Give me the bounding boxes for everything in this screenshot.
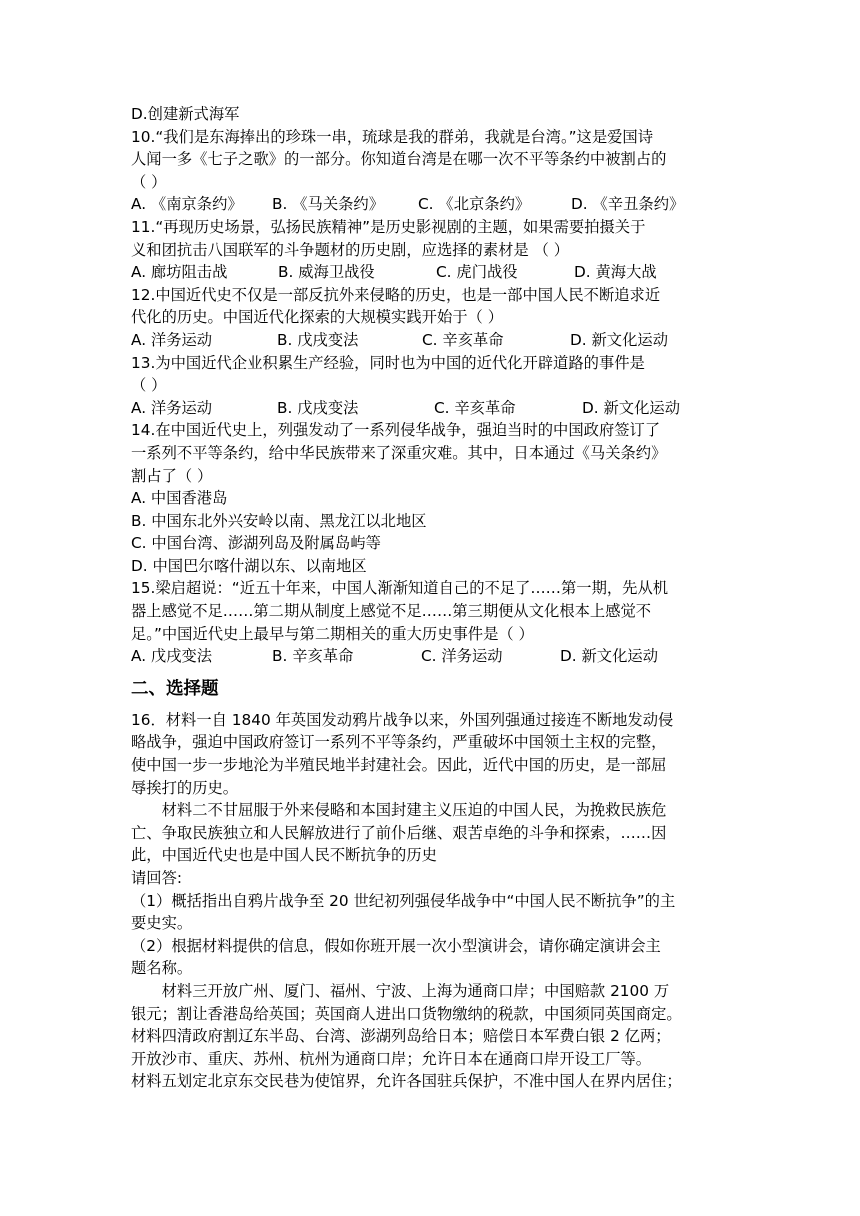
option-c: C. 虎门战役 — [436, 263, 518, 282]
option-a: A. 戊戌变法 — [131, 647, 213, 666]
question-12-line-1: 12.中国近代史不仅是一部反抗外来侵略的历史，也是一部中国人民不断追求近 — [131, 285, 661, 304]
material-1-line-2: 略战争，强迫中国政府签订一系列不平等条约，严重破坏中国领土主权的完整， — [131, 733, 667, 752]
material-4-line-1: 材料四清政府割辽东半岛、台湾、澎湖列岛给日本；赔偿日本军费白银 2 亿两； — [131, 1027, 671, 1046]
question-15-options — [131, 645, 727, 668]
material-5-line-1: 材料五划定北京东交民巷为使馆界，允许各国驻兵保护，不准中国人在界内居住； — [131, 1072, 682, 1091]
material-3-line-1: 材料三开放广州、厦门、福州、宁波、上海为通商口岸；中国赔款 2100 万 — [161, 981, 670, 1000]
question-10-line-1: 10.“我们是东海捧出的珍珠一串，琉球是我的群弟，我就是台湾。”这是爱国诗 — [131, 127, 654, 146]
question-15-line-2: 器上感觉不足……第二期从制度上感觉不足……第三期便从文化根本上感觉不 — [131, 602, 652, 621]
question-13-options — [131, 397, 727, 420]
question-14-line-2: 一系列不平等条约，给中华民族带来了深重灾难。其中，日本通过《马关条约》 — [131, 443, 667, 462]
q9-option-d: D.创建新式海军 — [131, 105, 240, 123]
option-b: B. 辛亥革命 — [272, 647, 354, 666]
material-4-line-2: 开放沙市、重庆、苏州、杭州为通商口岸；允许日本在通商口岸开设工厂等。 — [131, 1049, 652, 1068]
material-1-line-1: 16．材料一自 1840 年英国发动鸦片战争以来，外国列强通过接连不断地发动侵 — [131, 710, 674, 729]
material-1-line-4: 辱挨打的历史。 — [131, 778, 239, 797]
sub-question-2-line-2: 题名称。 — [131, 959, 193, 978]
option-a: A. 洋务运动 — [131, 330, 213, 349]
question-12 — [131, 284, 727, 352]
material-2-line-3: 此，中国近代史也是中国人民不断抗争的历史 — [131, 846, 437, 865]
question-10-line-3: （ ） — [131, 172, 167, 191]
question-13-line-1: 13.为中国近代企业积累生产经验，同时也为中国的近代化开辟道路的事件是 — [131, 353, 645, 372]
question-15 — [131, 577, 727, 667]
question-12-line-2: 代化的历史。中国近代化探索的大规模实践开始于（ ） — [131, 308, 503, 327]
question-11 — [131, 216, 727, 284]
option-b: B. 戊戌变法 — [277, 398, 359, 417]
material-1-line-3: 使中国一步一步地沦为半殖民地半封建社会。因此，近代中国的历史，是一部屈 — [131, 756, 667, 775]
option-b: B. 威海卫战役 — [278, 263, 375, 282]
question-11-options — [131, 261, 727, 284]
option-c: C. 《北京条约》 — [418, 195, 531, 214]
option-b: B. 《马关条约》 — [272, 195, 385, 214]
option-c: C. 中国台湾、澎湖列岛及附属岛屿等 — [131, 534, 381, 553]
document-content — [131, 103, 727, 1093]
question-16 — [131, 709, 727, 1093]
question-11-line-1: 11.“再现历史场景，弘扬民族精神”是历史影视剧的主题，如果需要拍摄关于 — [131, 217, 646, 236]
option-d: D. 黄海大战 — [574, 263, 657, 282]
question-14 — [131, 419, 727, 577]
sub-question-1-line-2: 要史实。 — [131, 914, 193, 933]
option-a: A. 廊坊阻击战 — [131, 263, 228, 282]
option-a: A. 《南京条约》 — [131, 195, 243, 214]
section-2-title: 二、选择题 — [131, 678, 219, 699]
question-15-line-3: 足。”中国近代史上最早与第二期相关的重大历史事件是（ ） — [131, 624, 534, 643]
sub-question-1-line-1: （1）概括指出自鸦片战争至 20 世纪初列强侵华战争中“中国人民不断抗争”的主 — [131, 891, 676, 910]
option-b: B. 戊戌变法 — [277, 330, 359, 349]
question-10 — [131, 126, 727, 216]
option-d: D. 《辛丑条约》 — [571, 195, 685, 214]
sub-question-2-line-1: （2）根据材料提供的信息，假如你班开展一次小型演讲会，请你确定演讲会主 — [131, 936, 661, 955]
question-14-line-1: 14.在中国近代史上，列强发动了一系列侵华战争，强迫当时的中国政府签订了 — [131, 421, 661, 440]
question-10-line-2: 人闻一多《七子之歌》的一部分。你知道台湾是在哪一次不平等条约中被割占的 — [131, 150, 667, 169]
question-13-line-2: （ ） — [131, 376, 167, 395]
option-d: D. 新文化运动 — [582, 398, 680, 417]
question-15-line-1: 15.梁启超说：“近五十年来，中国人渐渐知道自己的不足了……第一期，先从机 — [131, 579, 669, 598]
question-10-options — [131, 193, 727, 216]
material-2-line-1: 材料二不甘屈服于外来侵略和本国封建主义压迫的中国人民，为挽救民族危 — [161, 801, 667, 820]
answer-prompt: 请回答: — [131, 869, 183, 887]
option-d: D. 新文化运动 — [570, 330, 668, 349]
question-14-line-3: 割占了（ ） — [131, 466, 213, 485]
option-d: D. 中国巴尔喀什湖以东、以南地区 — [131, 556, 367, 575]
material-3-line-2: 银元；割让香港岛给英国；英国商人进出口货物缴纳的税款，中国须同英国商定。 — [131, 1004, 682, 1023]
option-c: C. 辛亥革命 — [422, 330, 504, 349]
question-13 — [131, 352, 727, 420]
question-11-line-2: 义和团抗击八国联军的斗争题材的历史剧，应选择的素材是 （ ） — [131, 240, 570, 259]
option-b: B. 中国东北外兴安岭以南、黑龙江以北地区 — [131, 511, 427, 530]
option-a: A. 洋务运动 — [131, 398, 213, 417]
option-d: D. 新文化运动 — [560, 647, 658, 666]
material-2-line-2: 亡、争取民族独立和人民解放进行了前仆后继、艰苦卓绝的斗争和探索，……因 — [131, 823, 667, 842]
option-c: C. 辛亥革命 — [434, 398, 516, 417]
option-c: C. 洋务运动 — [421, 647, 503, 666]
option-a: A. 中国香港岛 — [131, 489, 228, 508]
question-12-options — [131, 329, 727, 352]
